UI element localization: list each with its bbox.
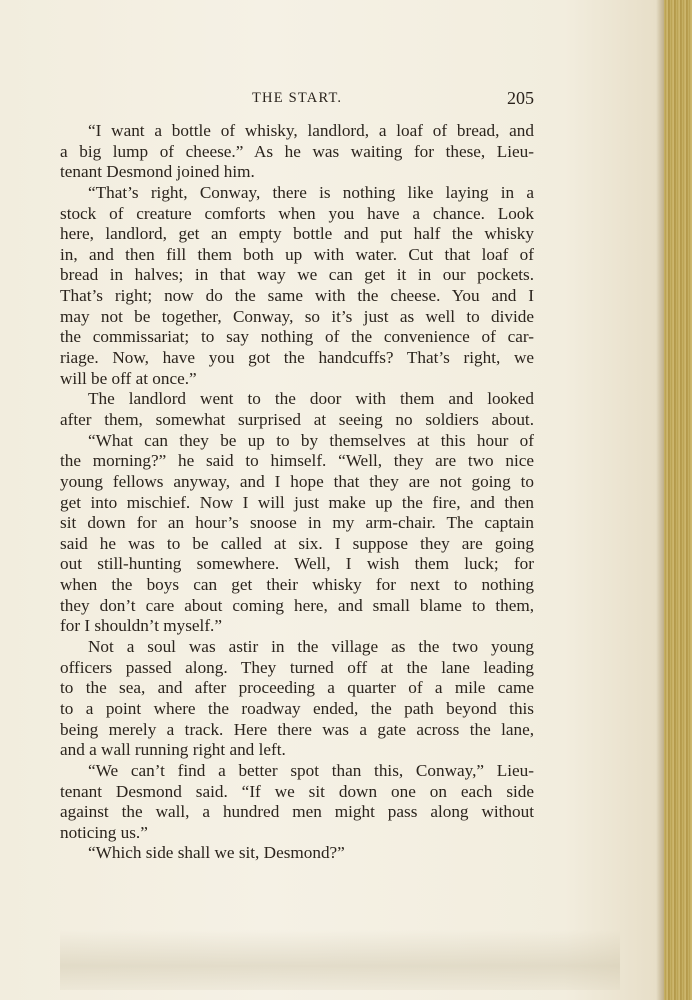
text-line: against the wall, a hundred men might pass along without bbox=[60, 802, 534, 822]
text-line: bread in halves; in that way we can get it in our pockets. bbox=[60, 265, 534, 285]
text-line: a big lump of cheese.” As he was waiting for these, Lieu- bbox=[60, 141, 534, 161]
text-line: tenant Desmond said. “If we sit down one on each side bbox=[60, 781, 534, 801]
text-line: here, landlord, get an empty bottle and put half the whisky bbox=[60, 224, 534, 244]
text-line: to a point where the roadway ended, the path beyond this bbox=[60, 698, 534, 718]
text-line: “That’s right, Conway, there is nothing like laying in a bbox=[88, 182, 534, 202]
text-line: the commissariat; to say nothing of the convenience of car- bbox=[60, 327, 534, 347]
text-line: after them, somewhat surprised at seeing no soldiers about. bbox=[60, 409, 534, 429]
text-line: when the boys can get their whisky for next to nothing bbox=[60, 575, 534, 595]
text-line: out still-hunting somewhere. Well, I wish them luck; for bbox=[60, 554, 534, 574]
text-line: said he was to be called at six. I suppose they are going bbox=[60, 533, 534, 553]
text-line: and a wall running right and left. bbox=[60, 740, 286, 760]
text-line: get into mischief. Now I will just make up the fire, and then bbox=[60, 492, 534, 512]
text-line: “We can’t find a better spot than this, Conway,” Lieu- bbox=[88, 760, 534, 780]
text-line: for I shouldn’t myself.” bbox=[60, 616, 222, 636]
text-line: officers passed along. They turned off at the lane leading bbox=[60, 657, 534, 677]
page-header bbox=[60, 89, 534, 109]
page-stain bbox=[60, 930, 620, 990]
text-line: “Which side shall we sit, Desmond?” bbox=[88, 843, 345, 863]
page-number: 205 bbox=[507, 88, 534, 108]
text-line: in, and then fill them both up with water. Cut that loaf of bbox=[60, 244, 534, 264]
text-line: noticing us.” bbox=[60, 822, 148, 842]
text-line: riage. Now, have you got the handcuffs? That’s right, we bbox=[60, 348, 534, 368]
text-line: being merely a track. Here there was a gate across the lane, bbox=[60, 719, 534, 739]
text-line: will be off at once.” bbox=[60, 368, 197, 388]
text-line: “What can they be up to by themselves at this hour of bbox=[88, 430, 534, 450]
text-line: they don’t care about coming here, and small blame to them, bbox=[60, 595, 534, 615]
running-head: THE START. bbox=[252, 90, 343, 106]
text-line: Not a soul was astir in the village as the two young bbox=[88, 637, 534, 657]
text-line: tenant Desmond joined him. bbox=[60, 162, 255, 182]
text-line: to the sea, and after proceeding a quarter of a mile came bbox=[60, 678, 534, 698]
text-line: the morning?” he said to himself. “Well, they are two nice bbox=[60, 451, 534, 471]
text-line: young fellows anyway, and I hope that they are not going to bbox=[60, 471, 534, 491]
body-text bbox=[60, 121, 534, 864]
text-line: stock of creature comforts when you have a chance. Look bbox=[60, 203, 534, 223]
text-line: That’s right; now do the same with the cheese. You and I bbox=[60, 286, 534, 306]
text-line: The landlord went to the door with them and looked bbox=[88, 389, 534, 409]
text-line: “I want a bottle of whisky, landlord, a loaf of bread, and bbox=[88, 121, 534, 140]
text-line: may not be together, Conway, so it’s just as well to divide bbox=[60, 306, 534, 326]
text-line: sit down for an hour’s snoose in my arm-chair. The captain bbox=[60, 513, 534, 533]
book-binding-edge bbox=[664, 0, 692, 1000]
